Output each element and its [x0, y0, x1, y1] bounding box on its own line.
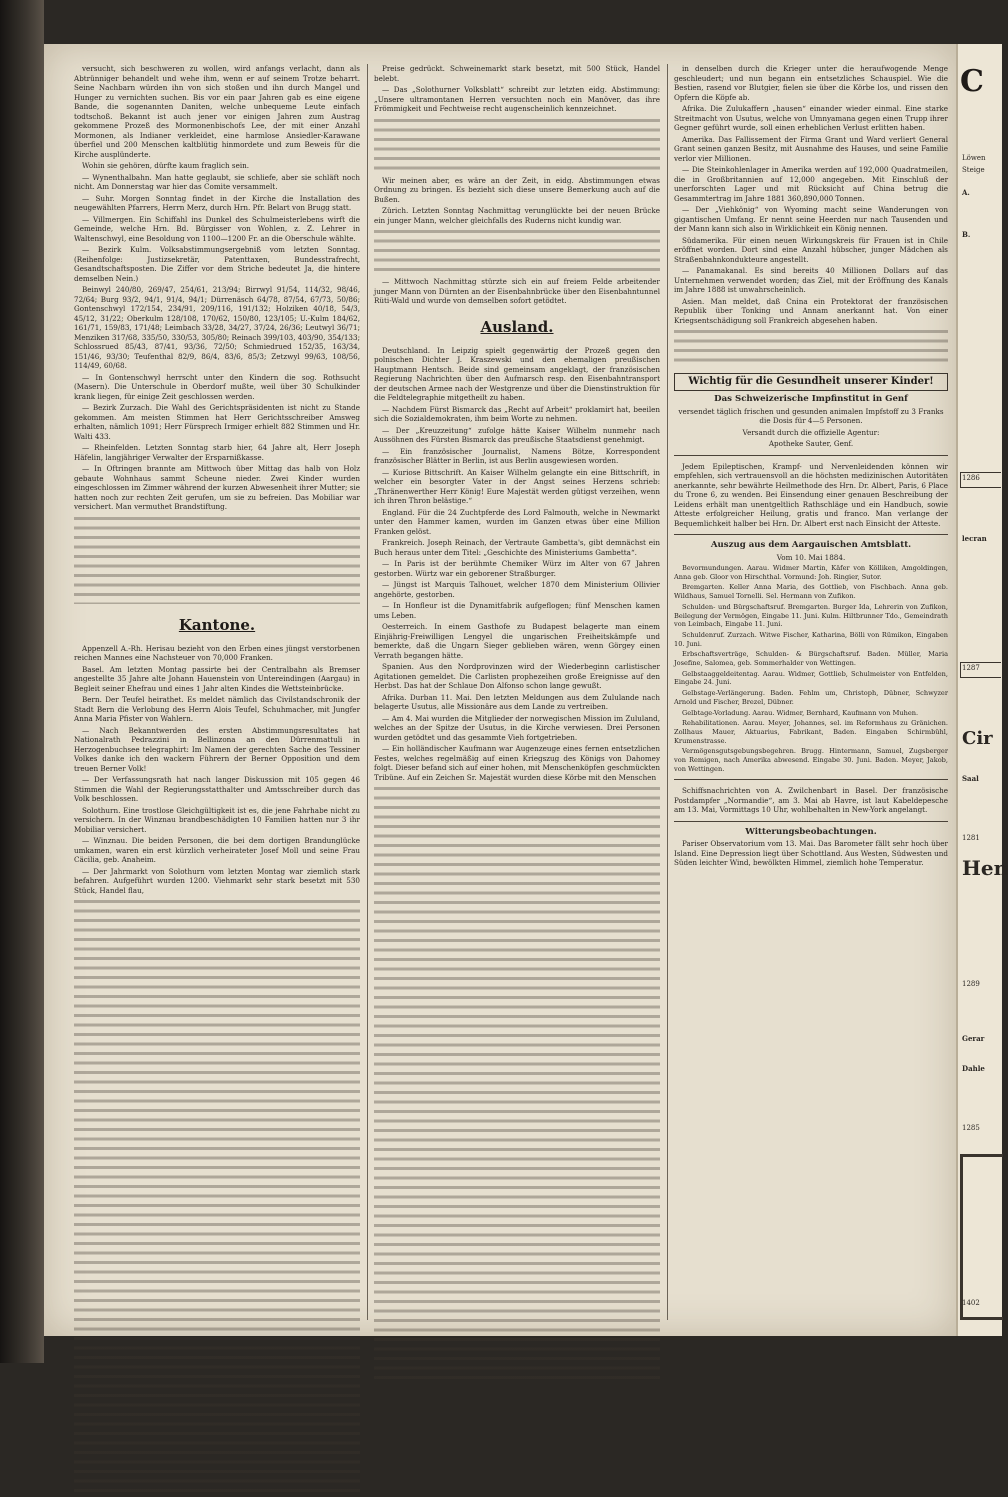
vaccine-line: Apotheke Sauter, Genf. [768, 439, 854, 448]
paragraph: — Das „Solothurner Volksblatt“ schreibt zur letzten eidg. Abstimmung: „Unsere ultramontanen Herren versuchten noch ein Manöver, das ihre Frömmigkeit und Fechtweise recht augenscheinlich kennzeichnet. [374, 85, 660, 113]
edge-fragment: Cir [962, 728, 993, 749]
paragraph: — In Paris ist der berühmte Chemiker Würz im Alter von 67 Jahren gestorben. Würtz war ein geborener Straßburger. [374, 559, 660, 578]
paragraph: — Ein französischer Journalist, Namens Bötze, Korrespondent französischer Blätter in Berlin, ist aus Berlin ausgewiesen worden. [374, 446, 660, 465]
text-filler [74, 514, 360, 604]
paragraph: — Am 4. Mai wurden die Mitglieder der norwegischen Mission im Zululand, welches an der Spitze der Usutus, in die Kirche verwiesen. Drei Personen wurden getödtet und das gesammte Vieh fortgetrieben. [374, 713, 660, 742]
paragraph: Frankreich. Joseph Reinach, der Vertraute Gambetta's, gibt demnächst ein Buch heraus unter dem Titel: „Geschichte des Ministeriums Gambetta“. [374, 538, 660, 557]
edge-fragment: Gerar [962, 1034, 985, 1043]
book-binding [0, 0, 44, 1363]
amtsblatt-entry: Vermögensgutsgebungsbegehren. Brugg. Hintermann, Samuel, Zugsberger von Remigen, nach Amerika abwesend. Eingabe 30. Juni. Baden. Meyer, Jakob, von Wettingen. [674, 747, 948, 773]
text-filler [374, 227, 660, 277]
column-1 [74, 64, 360, 1324]
vaccine-line: versendet täglich frischen und gesunden animalen Impfstoff zu 3 Franks die Dosis für 4—5 Personen. [678, 406, 944, 425]
edge-fragment: 1287 [962, 664, 980, 672]
column-3 [674, 64, 948, 1324]
edge-fragment: 1402 [962, 1299, 980, 1307]
paragraph: — Panamakanal. Es sind bereits 40 Millionen Dollars auf das Unternehmen verwendet worden; das Ziel, mit der Eröffnung des Kanals im Jahre 1888 ist unwahrscheinlich. [674, 266, 948, 294]
paragraph: Oesterreich. In einem Gasthofe zu Budapest belagerte man einem Einjährig-Freiwilligen Lengyel die ungarischen Freiheitskämpfe und bemerkte, daß die Ungarn Sieger geblieben wären, wenn Görgey einen Verrath begangen hätte. [374, 622, 660, 660]
edge-fragment: C [960, 64, 984, 99]
paragraph: — Nachdem Fürst Bismarck das „Recht auf Arbeit“ proklamirt hat, beeilen sich die Sozialdemokraten, ihm beim Worte zu nehmen. [374, 404, 660, 423]
paragraph: Zürich. Letzten Sonntag Nachmittag verunglückte bei der neuen Brücke ein junger Mann, welcher gleichfalls des Ruderns nicht kundig war. [374, 206, 660, 225]
amtsblatt-date: Vom 10. Mai 1884. [776, 552, 846, 562]
paragraph: — Nach Bekanntwerden des ersten Abstimmungsresultates hat Nationalrath Pedrazzini in Bellinzona an den Dürrenmattuli in Herzogenbuchsee telegraphirt: Im Namen der gerechten Sache des Tessiner Volkes danke ich den wackern Führern der Berner Opposition und dem treuen Berner Volk! [74, 725, 360, 773]
amtsblatt-entry: Bevormundungen. Aarau. Widmer Martin, Käfer von Kölliken, Amgoldingen, Anna geb. Gloor von Hirschthal. Vormund: Joh. Ringier, Sutor. [674, 564, 948, 581]
paragraph: Solothurn. Eine trostlose Gleichgültigkeit ist es, die jene Fahrhabe nicht zu versichern. In der Winznau brandbeschädigten 10 Familien hatten nur 3 ihr Mobiliar versichert. [74, 805, 360, 834]
paragraph: — Der Jahrmarkt von Solothurn vom letzten Montag war ziemlich stark befahren. Aufgeführt wurden 1200. Viehmarkt sehr stark besetzt mit 530 Stück, Handel flau, [74, 866, 360, 895]
edge-fragment: Dahle [962, 1064, 985, 1073]
text-filler [374, 784, 660, 1384]
edge-fragment: Saal [962, 774, 979, 783]
amtsblatt-entry: Rehabilitationen. Aarau. Meyer, Johannes, sel. im Reformhaus zu Gränichen. Zollhaus Mauer, Aktuarius, Fabrikant, Baden. Eingaben Schirmbühl, Krumenstrasse. [674, 719, 948, 745]
text-filler [74, 897, 360, 1497]
paragraph: — Rheinfelden. Letzten Sonntag starb hier, 64 Jahre alt, Herr Joseph Häfelin, langjähriger Verwalter der Ersparnißkasse. [74, 443, 360, 462]
column-rule [367, 64, 368, 1320]
text-filler [374, 116, 660, 176]
edge-fragment: Hen [962, 856, 1008, 880]
paragraph: Amerika. Das Fallissement der Firma Grant und Ward verliert General Grant seinen ganzen Besitz, mit Ausnahme des Hauses, und seine Familie verlor vier Millionen. [674, 134, 948, 163]
newspaper-page [44, 44, 956, 1336]
amtsblatt-entry: Gelbstaaggeldeitentag. Aarau. Widmer, Gottlieb, Schulmeister von Entfelden, Eingabe 24. Juni. [674, 669, 948, 687]
paragraph: — Jüngst ist Marquis Talhouet, welcher 1870 dem Ministerium Ollivier angehörte, gestorben. [374, 580, 660, 599]
paragraph: — Der Verfassungsrath hat nach langer Diskussion mit 105 gegen 46 Stimmen die Wahl der Regierungsstatthalter und Amtsschreiber durch das Volk beschlossen. [74, 775, 360, 803]
paragraph: — Ein holländischer Kaufmann war Augenzeuge eines fernen entsetzlichen Festes, welches regelmäßig auf einen Kriegszug des Königs von Dahomey folgt. Dieser befand sich auf einer hohen, mit Menschenköpfen geschmückten Tribüne. Auf ein Zeichen Sr. Majestät wurden diese Körbe mit den Menschen [374, 744, 660, 782]
paragraph: Beinwyl 240/80, 269/47, 254/61, 213/94; Birrwyl 91/54, 114/32, 98/46, 72/64; Burg 93/2, 94/1, 91/4, 94/1; Dürrenäsch 64/78, 87/54, 67/73, 50/86; Gontenschwyl 172/154, 234/91, 209/116, 191/132; Holziken 40/18, 54/3, 45/12, 31/22; Oberkulm 128/108, 170/62, 150/80, 123/105; U.-Kulm 184/62, 161/71, 159/83, 171/48; Leimbach 33/28, 34/27, 37/24, 26/36; Leutwyl 36/71; Menziken 317/68, 335/50, 330/53, 305/80; Reinach 399/103, 403/90, 354/133; Schlossrued 85/43, 87/41, 93/36, 72/50; Schmiedrued 152/35, 163/34, 151/46, 93/30; Teufenthal 82/9, 86/4, 83/6, 85/3; Zetzwyl 99/63, 108/56, 114/49, 60/68. [74, 285, 360, 370]
divider [674, 779, 948, 780]
divider [674, 455, 948, 456]
paragraph: — Kuriose Bittschrift. An Kaiser Wilhelm gelangte ein eine Bittschrift, in welcher ein besorgter Vater in der Angst seines Herzens schrieb: „Thränenwerther Herr König! Eure Majestät werden gütigst verzeihen, wenn ich ihren Thron belästige.“ [374, 467, 660, 505]
paragraph: — Der „Viehkönig“ von Wyoming macht seine Wanderungen von gigantischen Umfang. Er nennt seine Heerden nur nach Tausenden und der Mann kann sich also in Wirklichkeit ein König nennen. [674, 205, 948, 233]
paragraph: — In Oftringen brannte am Mittwoch über Mittag das halb von Holz gebaute Wohnhaus sammt Scheune nieder. Zwei Kinder wurden eingeschlossen im Zimmer während der kurzen Abwesenheit ihrer Mutter; sie hatten noch zur rechten Zeit gerufen, um sie zu befreien. Das Mobiliar war versichert. Man vermuthet Brandstiftung. [74, 464, 360, 511]
paragraph: Wohin sie gehören, dürfte kaum fraglich sein. [82, 161, 250, 170]
paragraph: Preise gedrückt. Schweinemarkt stark besetzt, mit 500 Stück, Handel belebt. [374, 64, 660, 83]
paragraph: Südamerika. Für einen neuen Wirkungskreis für Frauen ist in Chile eröffnet worden. Dort sind eine Anzahl hübscher, junger Mädchen als Straßenbahnkondukteure angestellt. [674, 235, 948, 264]
edge-fragment: A. [962, 188, 970, 197]
paragraph: versucht, sich beschweren zu wollen, wird anfangs verlacht, dann als Abtrünniger behandelt und wehe ihm, wenn er auf seinem Trotze beharrt. Seine Nachbarn würden ihn von sich stoßen und ihn durch Mangel und Hunger zu vernichten suchen. Bis vor ein paar Jahren gab es eine eigene Bande, die sogenannten Daniten, welche unbequeme Leute einfach todtschoß. Bekannt ist auch jener vor einigen Jahren zum Austrag gekommene Prozeß des Mormonenbischofs Lee, der mit einer Anzahl Mormonen, als Indianer verkleidet, eine harmlose Ansiedler-Karawane überfiel und 200 Menschen kaltblütig hinmordete und zum Beweis für die Kirche ausplünderte. [74, 64, 360, 159]
edge-fragment: Steige [962, 166, 985, 174]
edge-fragment: 1286 [962, 474, 980, 482]
weather-report: Pariser Observatorium vom 13. Mai. Das Barometer fällt sehr hoch über Island. Eine Depression liegt über Schottland. Aus Westen, Südwesten und Süden leichter Wind, bewölkten Himmel, ziemlich hohe Temperatur. [674, 839, 948, 868]
section-title-kantone: Kantone. [178, 615, 256, 634]
section-title-ausland: Ausland. [480, 317, 554, 336]
column-2 [374, 64, 660, 1324]
amtsblatt-entry: Gelbtage-Vorladung. Aarau. Widmer, Bernhard, Kaufmann von Muhen. [682, 708, 919, 717]
paragraph: Wir meinen aber, es wäre an der Zeit, in eidg. Abstimmungen etwas Ordnung zu bringen. Es bezieht sich diese unsere Bemerkung auch auf die Bußen. [374, 175, 660, 204]
paragraph: in denselben durch die Krieger unter die heraufwogende Menge geschleudert; und nun begann ein entsetzliches Schauspiel. Wie die Bestien, rasend vor Blutgier, fielen sie über die Körbe los, und rissen den Opfern die Köpfe ab. [674, 64, 948, 102]
amtsblatt-entry: Schulden- und Bürgschaftsruf. Bremgarten. Burger Ida, Lehrerin von Zufikon, Beilegung der Vermögen, Eingabe 11. Juni. Kulm. Hiltbrunner Tdo., Gemeindrath von Leimbach, Eingabe 11. Juni. [674, 602, 948, 629]
paragraph: Spanien. Aus den Nordprovinzen wird der Wiederbeginn carlistischer Agitationen gemeldet. Die Carlisten prophezeihen große Ereignisse auf den Herbst. Das hat der Schlaue Don Alfonso schon lange gewußt. [374, 662, 660, 690]
text-filler [674, 327, 948, 367]
divider [674, 821, 948, 822]
edge-fragment: 1285 [962, 1124, 980, 1132]
paragraph: Asien. Man meldet, daß Cnina ein Protektorat der französischen Republik über Tonking und Annam anerkannt hat. Von einer Kriegsentschädigung soll Frankreich abgesehen haben. [674, 296, 948, 325]
amtsblatt-entries [674, 564, 948, 773]
paragraph: — Bezirk Kulm. Volksabstimmungsergebniß vom letzten Sonntag. (Reihenfolge: Justizsekretär, Patenttaxen, Bundesstrafrecht, Gesandtschaftsposten. Die Ziffer vor dem Striche bedeutet Ja, die hintere demselben Nein.) [74, 245, 360, 283]
paragraph: — In Gontenschwyl herrscht unter den Kindern die sog. Rothsucht (Masern). Die Unterschule in Oberdorf mußte, weil über 30 Schulkinder krank liegen, für einige Zeit geschlossen werden. [74, 372, 360, 401]
amtsblatt-entry: Gelbstage-Verlängerung. Baden. Fehlm um, Christoph, Dübner, Schwyzer Arnold und Fischer, Brezel, Dübner. [674, 689, 948, 706]
amtsblatt-entry: Schuldenruf. Zurzach. Witwe Fischer, Katharina, Bölli von Rümikon, Eingaben 10. Juni. [674, 630, 948, 648]
paragraph: Basel. Am letzten Montag passirte bei der Centralbahn als Bremser angestellte 35 Jahre alte Johann Hauenstein von Untereindingen (Aargau) in Begleit seiner Ehefrau und eines 1 Jahr alten Kindes die Wettsteinbrücke. [74, 664, 360, 693]
column-rule [667, 64, 668, 1320]
paragraph: — Die Steinkohlenlager in Amerika werden auf 192,000 Quadratmeilen, die in Großbritannien auf 12,000 angegeben. Mit Einschluß der unerforschten Lager und mit Rücksicht auf China betrug die Gesammtertrag im Jahre 1881 360,890,000 Tonnen. [674, 165, 948, 203]
paragraph: Appenzell A.-Rh. Herisau bezieht von den Erben eines jüngst verstorbenen reichen Mannes eine Nachsteuer von 70,000 Franken. [74, 643, 360, 662]
edge-fragment: Löwen [962, 154, 986, 162]
paragraph: — Winznau. Die beiden Personen, die bei dem dortigen Brandunglücke umkamen, waren ein erst kürzlich verheirateter Josef Moll und seine Frau Cäcilia, geb. Anaheim. [74, 836, 360, 864]
vaccine-line: Versandt durch die offizielle Agentur: [742, 427, 880, 437]
amtsblatt-entry: Erbschaftsverträge, Schulden- & Bürgschaftsruf. Baden. Müller, Maria Josefine, Salomea, geb. Sommerhalder von Wettingen. [674, 650, 948, 668]
health-notice-title: Wichtig für die Gesundheit unserer Kinder! [674, 373, 948, 391]
adjacent-page-edge [956, 44, 1008, 1336]
paragraph: — Mittwoch Nachmittag stürzte sich ein auf freiem Felde arbeitender junger Mann von Dürnten an der Eisenbahnbrücke über den Eisenbahntunnel Rüti-Wald und wurde von demselben sofort getödtet. [374, 277, 660, 305]
edge-fragment: lecran [962, 534, 987, 543]
paragraph: Deutschland. In Leipzig spielt gegenwärtig der Prozeß gegen den polnischen Dichter J. Kraszewski und den ehemaligen preußischen Hauptmann Hentsch. Beide sind gemeinsam angeklagt, der französischen Regierung Nachrichten über den Aufmarsch resp. den Eisenbahntransport der deutschen Armee nach der Westgrenze und über die Dienstinstruktion für die Feldtelegraphie mitgetheilt zu haben. [374, 345, 660, 402]
edge-fragment: 1289 [962, 980, 980, 988]
paragraph: — Bezirk Zurzach. Die Wahl des Gerichtspräsidenten ist nicht zu Stande gekommen. Am meisten Stimmen hat Herr Gerichtsschreiber Amsweg erhalten, nämlich 1091; Herr Fürsprech Irmiger erhielt 882 Stimmen und Hr. Walti 433. [74, 403, 360, 441]
divider [674, 534, 948, 535]
paragraph: — In Honfleur ist die Dynamitfabrik aufgeflogen; fünf Menschen kamen ums Leben. [374, 601, 660, 620]
amtsblatt-entry: Bremgarten. Keller Anna Maria, des Gottlieb, von Fischbach. Anna geb. Wildhaus, Samuel Tornelli. Sel. Hermann von Zufikon. [674, 583, 948, 601]
paragraph: — Suhr. Morgen Sonntag findet in der Kirche die Installation des neugewählten Pfarrers, Herrn Merz, durch Hrn. Pfr. Belart von Brugg statt. [74, 193, 360, 212]
vaccine-institute-title: Das Schweizerische Impfinstitut in Genf [714, 394, 908, 404]
paragraph: England. Für die 24 Zuchtpferde des Lord Falmouth, welche in Newmarkt unter den Hammer kamen, wurden im Ganzen etwas über eine Million Franken gelöst. [374, 507, 660, 536]
amtsblatt-title: Auszug aus dem Aargauischen Amtsblatt. [710, 540, 912, 550]
weather-title: Witterungsbeobachtungen. [745, 826, 877, 837]
edge-fragment: 1281 [962, 834, 980, 842]
paragraph: Afrika. Durban 11. Mai. Den letzten Meldungen aus dem Zululande nach belagerte Usutus, alle Missionäre aus dem Lande zu vertreiben. [374, 692, 660, 711]
edge-fragment: B. [962, 230, 971, 239]
paragraph: Afrika. Die Zulukaffern „hausen“ einander wieder einmal. Eine starke Streitmacht von Usutus, welche von Umnyamana gegen einen Trupp ihrer Gegner geführt wurde, soll einen erheblichen Verlust erlitten haben. [674, 104, 948, 132]
epilepsy-advertisement: Jedem Epileptischen, Krampf- und Nervenleidenden können wir empfehlen, sich vertrauensvoll an die höchsten medizinischen Autoritäten anerkannte, sehr bewährte Heilmethode des Hrn. Dr. Albert, Paris, 6 Place du Trone 6, zu wenden. Bei Einsendung einer genauen Beschreibung der Leidens erhält man unentgeltlich Rathschläge und ein Handbuch, sowie Atteste erfolgreicher Heilung, gratis und franco. Man verlange der Bequemlichkeit halber bei Hrn. Dr. Albert erst nach Einsicht der Atteste. [674, 461, 948, 528]
paragraph: — Villmergen. Ein Schiffahl ins Dunkel des Schulmeisterlebens wirft die Gemeinde, welche Hrn. Bd. Bürgisser von Wohlen, z. Z. Lehrer in Waltenschwyl, eine Besoldung von 1100—1200 Fr. an die Oberschule wählte. [74, 214, 360, 243]
paragraph: Bern. Der Teufel heirathet. Es meldet nämlich das Civilstandschronik der Stadt Bern die Verlobung des Herrn Alois Teufel, Schuhmacher, mit Jungfer Anna Maria Pfister von Wahlern. [74, 695, 360, 723]
ship-notice: Schiffsnachrichten von A. Zwilchenbart in Basel. Der französische Postdampfer „Normandie“, am 3. Mai ab Havre, ist laut Kabeldepesche am 13. Mai, Vormittags 10 Uhr, wohlbehalten in New-York angelangt. [674, 786, 948, 815]
edge-ad-box [960, 1154, 1003, 1320]
paragraph: — Der „Kreuzzeitung“ zufolge hätte Kaiser Wilhelm nunmehr nach Aussöhnen des Fürsten Bismarck das preußische Staatsdienst genehmigt. [374, 425, 660, 444]
paragraph: — Wynenthalbahn. Man hatte geglaubt, sie schliefe, aber sie schläft noch nicht. Am Donnerstag war hier das Comite versammelt. [74, 172, 360, 191]
